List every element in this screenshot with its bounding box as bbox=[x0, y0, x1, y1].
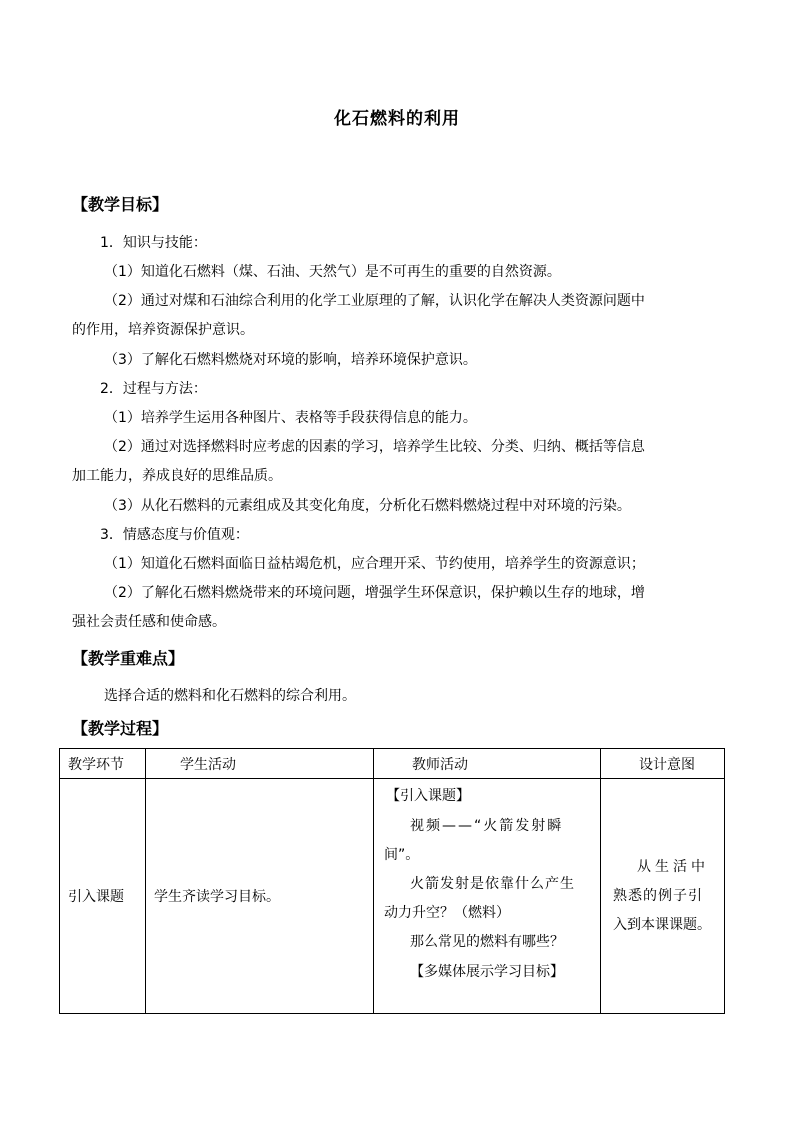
teacher-line: 那么常见的燃料有哪些？ bbox=[410, 934, 564, 950]
objective-line: 3．情感态度与价值观： bbox=[100, 527, 249, 543]
header-teaching-stage: 教学环节 bbox=[60, 749, 146, 779]
key-difficulties-text: 选择合适的燃料和化石燃料的综合利用。 bbox=[104, 688, 356, 704]
cell-student-activity: 学生齐读学习目标。 bbox=[146, 779, 374, 1014]
key-difficulties-heading: 【教学重难点】 bbox=[72, 649, 185, 668]
cell-design-intent bbox=[601, 779, 725, 1014]
document-title: 化石燃料的利用 bbox=[334, 109, 460, 129]
cell-teacher-activity bbox=[374, 779, 601, 1014]
objective-line: （2）了解化石燃料燃烧带来的环境问题，增强学生环保意识，保护赖以生存的地球，增 bbox=[104, 585, 645, 601]
teaching-process-table bbox=[59, 748, 725, 1014]
teacher-line: 火箭发射是依靠什么产生 bbox=[410, 876, 575, 892]
teacher-line: 【引入课题】 bbox=[386, 788, 470, 804]
header-teacher-activity: 教师活动 bbox=[374, 749, 601, 779]
design-line: 熟悉的例子引 bbox=[613, 887, 703, 904]
table-header-row bbox=[60, 749, 725, 779]
header-design-intent: 设计意图 bbox=[601, 749, 725, 779]
objective-line: 2．过程与方法： bbox=[100, 381, 207, 397]
header-student-activity: 学生活动 bbox=[146, 749, 374, 779]
objective-line: （3）了解化石燃料燃烧对环境的影响，培养环境保护意识。 bbox=[104, 352, 477, 368]
objective-line: 加工能力，养成良好的思维品质。 bbox=[72, 468, 282, 484]
objective-line: （3）从化石燃料的元素组成及其变化角度，分析化石燃料燃烧过程中对环境的污染。 bbox=[104, 498, 631, 514]
objective-line: （2）通过对选择燃料时应考虑的因素的学习，培养学生比较、分类、归纳、概括等信息 bbox=[104, 439, 645, 455]
teaching-objectives-heading: 【教学目标】 bbox=[72, 195, 169, 214]
teacher-line: 间”。 bbox=[384, 847, 420, 863]
teacher-line: 【多媒体展示学习目标】 bbox=[410, 964, 564, 980]
teacher-line: 视频——“火箭发射瞬 bbox=[410, 818, 564, 834]
objective-line: （1）培养学生运用各种图片、表格等手段获得信息的能力。 bbox=[104, 410, 477, 426]
teacher-line: 动力升空？（燃料） bbox=[384, 905, 510, 921]
design-line: 入到本课课题。 bbox=[613, 916, 711, 933]
teaching-process-heading: 【教学过程】 bbox=[72, 719, 169, 738]
design-line: 从生活中 bbox=[637, 858, 709, 875]
objective-line: （1）知道化石燃料面临日益枯竭危机，应合理开采、节约使用，培养学生的资源意识； bbox=[104, 556, 645, 572]
objective-line: （2）通过对煤和石油综合利用的化学工业原理的了解，认识化学在解决人类资源问题中 bbox=[104, 293, 645, 309]
objective-line: 的作用，培养资源保护意识。 bbox=[72, 322, 254, 338]
objective-line: 强社会责任感和使命感。 bbox=[72, 614, 226, 630]
objective-line: 1．知识与技能： bbox=[100, 235, 207, 251]
table-row bbox=[60, 779, 725, 1014]
objective-line: （1）知道化石燃料（煤、石油、天然气）是不可再生的重要的自然资源。 bbox=[104, 264, 561, 280]
cell-stage: 引入课题 bbox=[60, 779, 146, 1014]
